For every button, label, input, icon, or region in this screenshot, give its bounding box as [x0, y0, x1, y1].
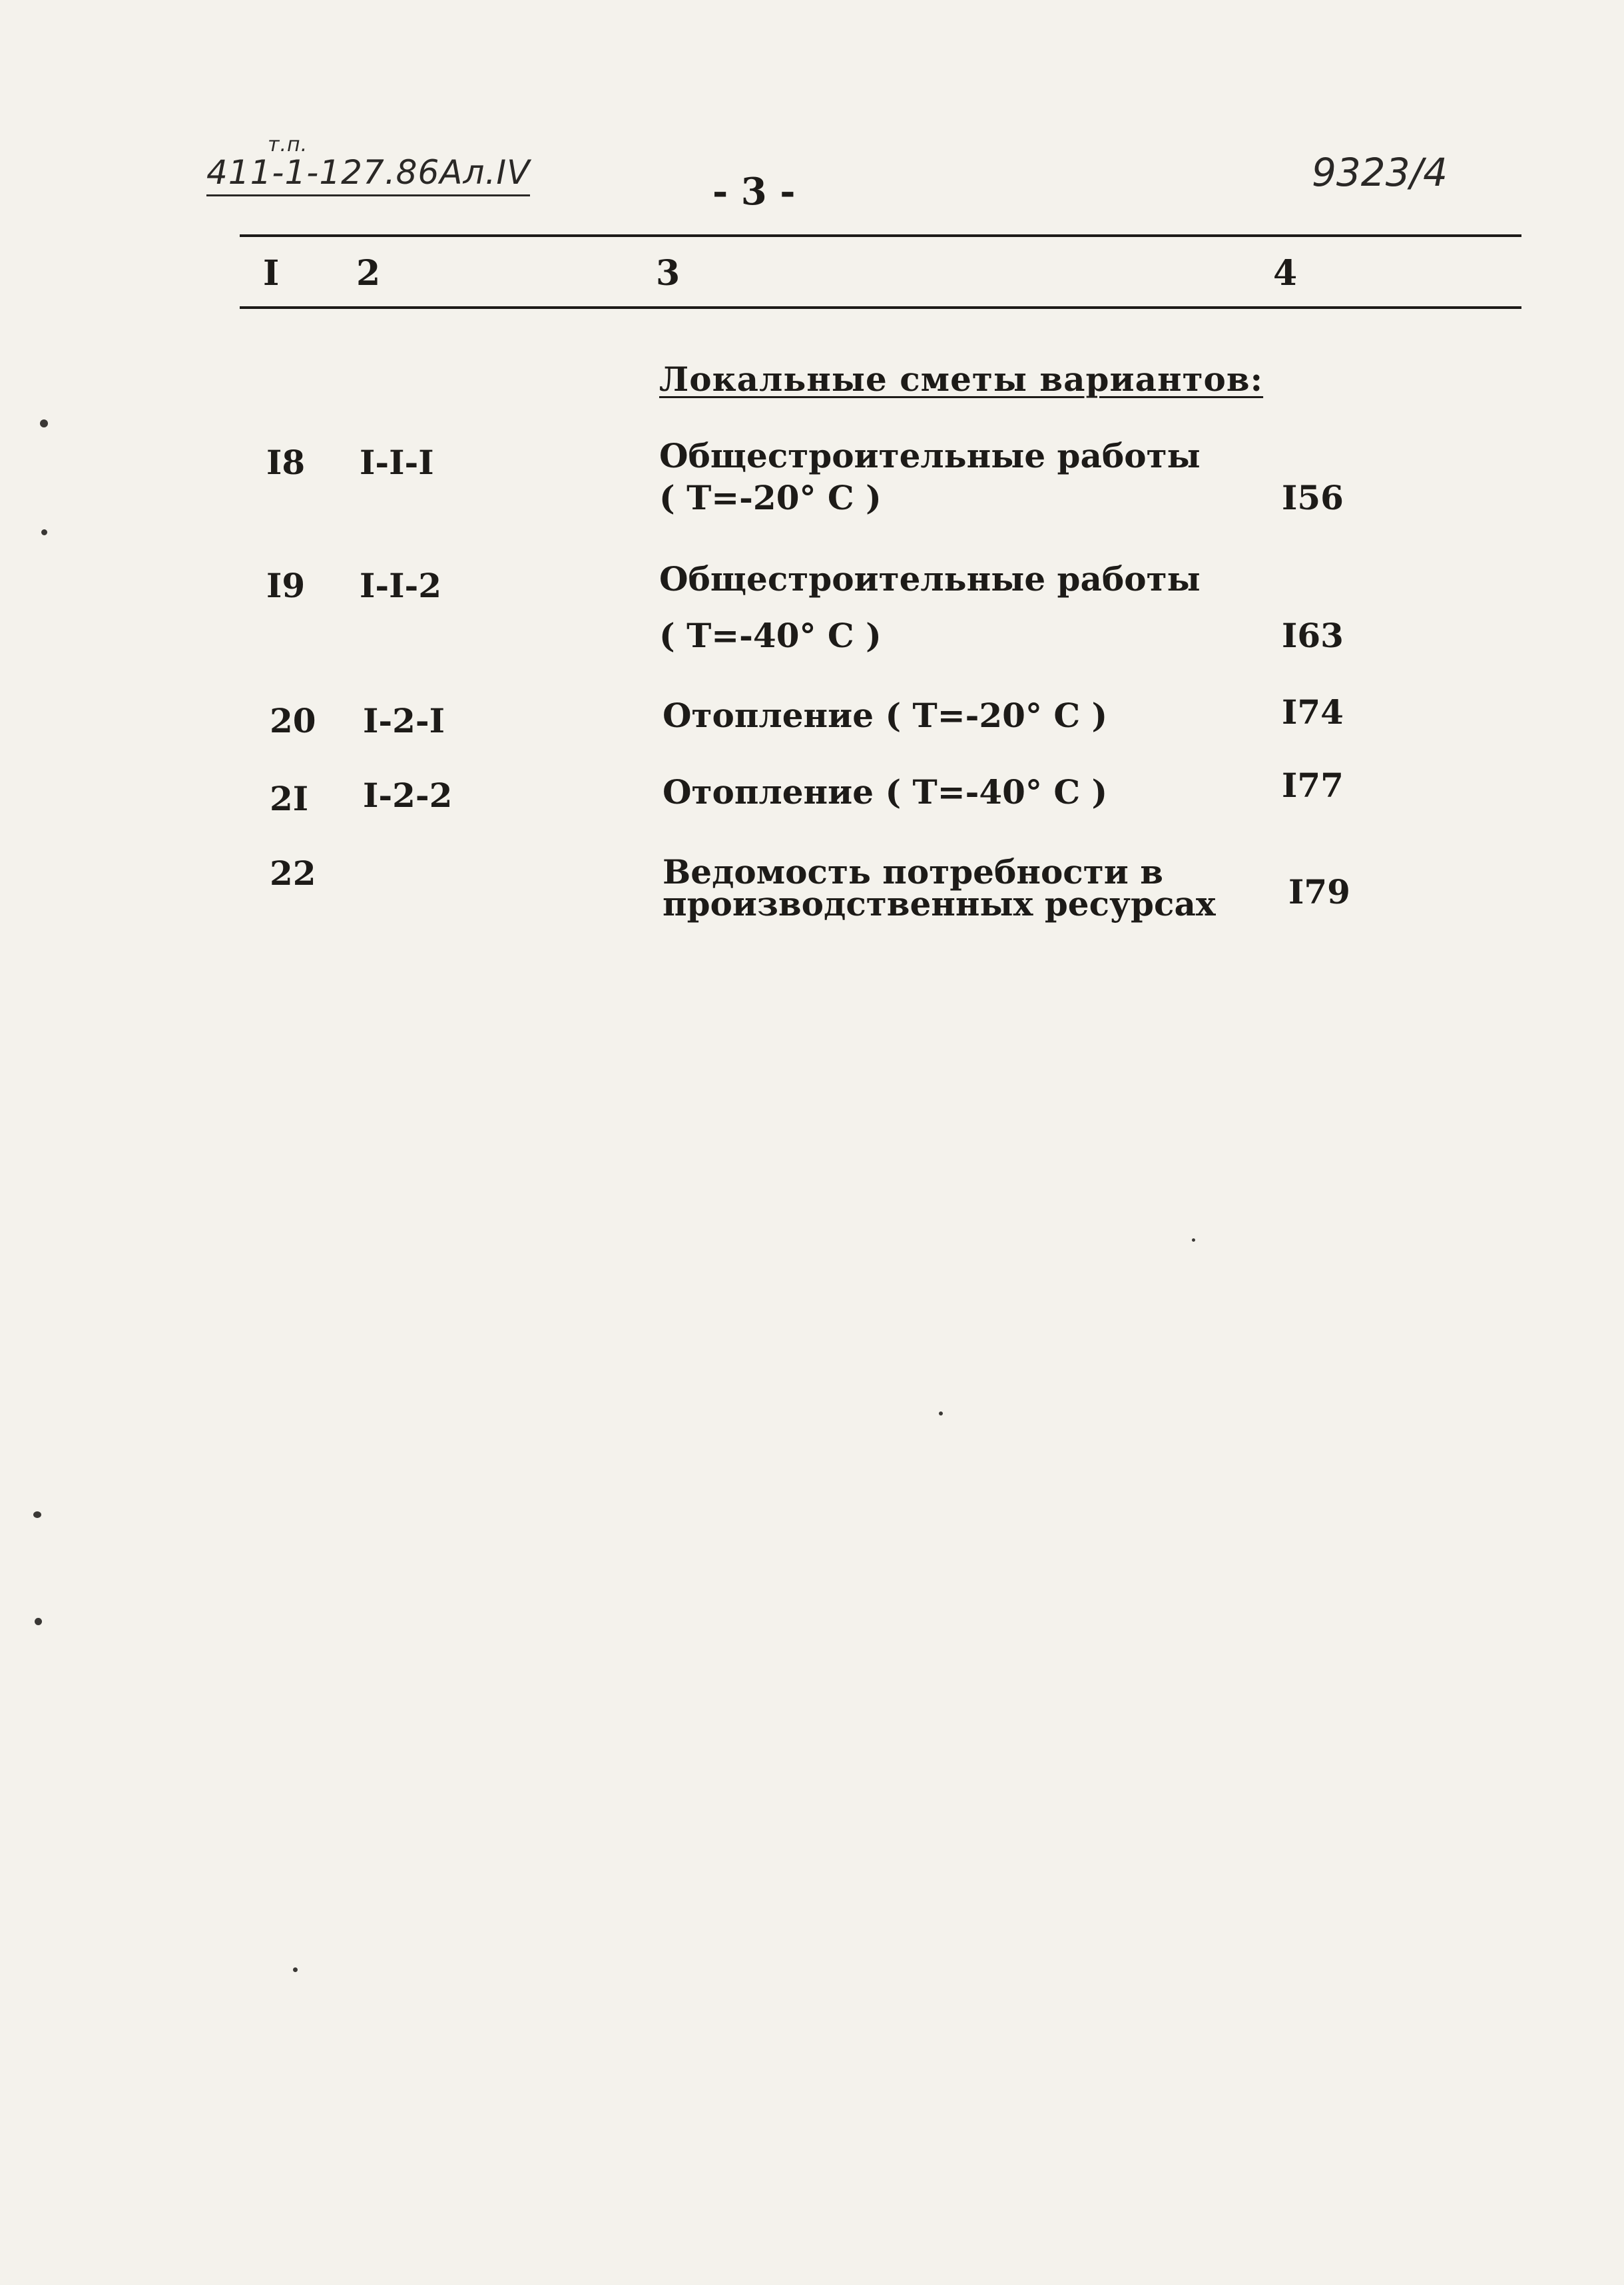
row-number: 22: [270, 854, 316, 893]
row-code: I-2-I: [363, 701, 445, 740]
row-description-line1: Ведомость потребности в: [663, 852, 1163, 891]
row-page: I77: [1282, 766, 1344, 805]
scan-speck: [40, 419, 48, 427]
document-code-text: 411-1-127.86Ал.IV: [206, 153, 530, 196]
scan-speck: [41, 529, 47, 535]
row-page: I63: [1282, 616, 1344, 655]
row-description-line1: Отопление ( Т=-40° С ): [663, 772, 1108, 812]
document-code: [206, 133, 531, 192]
row-number: 2I: [270, 779, 309, 818]
sheet-number: 9323/4: [1312, 150, 1448, 195]
row-number: 20: [270, 701, 316, 740]
scan-speck: [35, 1618, 42, 1625]
row-page: I56: [1282, 478, 1344, 517]
row-description-line2: ( Т=-20° С ): [659, 478, 882, 517]
row-number: I9: [266, 566, 306, 605]
row-code: I-I-2: [360, 566, 442, 605]
scan-speck: [293, 1967, 298, 1972]
row-page: I79: [1288, 872, 1350, 911]
column-header-4: 4: [1273, 253, 1298, 294]
row-description-line2: производственных ресурсах: [663, 884, 1216, 923]
row-description-line2: ( Т=-40° С ): [659, 616, 882, 655]
scan-speck: [939, 1411, 943, 1415]
row-code: I-2-2: [363, 776, 453, 815]
section-heading: Локальные сметы вариантов:: [659, 360, 1264, 399]
column-header-3: 3: [656, 253, 680, 294]
scan-speck: [1192, 1238, 1195, 1242]
row-page: I74: [1282, 692, 1344, 732]
document-code-prefix: т.п.: [268, 133, 308, 156]
row-code: I-I-I: [360, 443, 434, 482]
row-description-line1: Отопление ( Т=-20° С ): [663, 696, 1108, 735]
table-top-rule: [240, 234, 1521, 237]
scan-speck: [33, 1511, 41, 1518]
table-header-rule: [240, 306, 1521, 309]
row-number: I8: [266, 443, 306, 482]
page-number: - 3 -: [712, 170, 796, 214]
row-description-line1: Общестроительные работы: [659, 559, 1201, 599]
column-header-2: 2: [356, 253, 381, 294]
row-description-line1: Общестроительные работы: [659, 436, 1201, 475]
column-header-1: I: [263, 253, 280, 294]
